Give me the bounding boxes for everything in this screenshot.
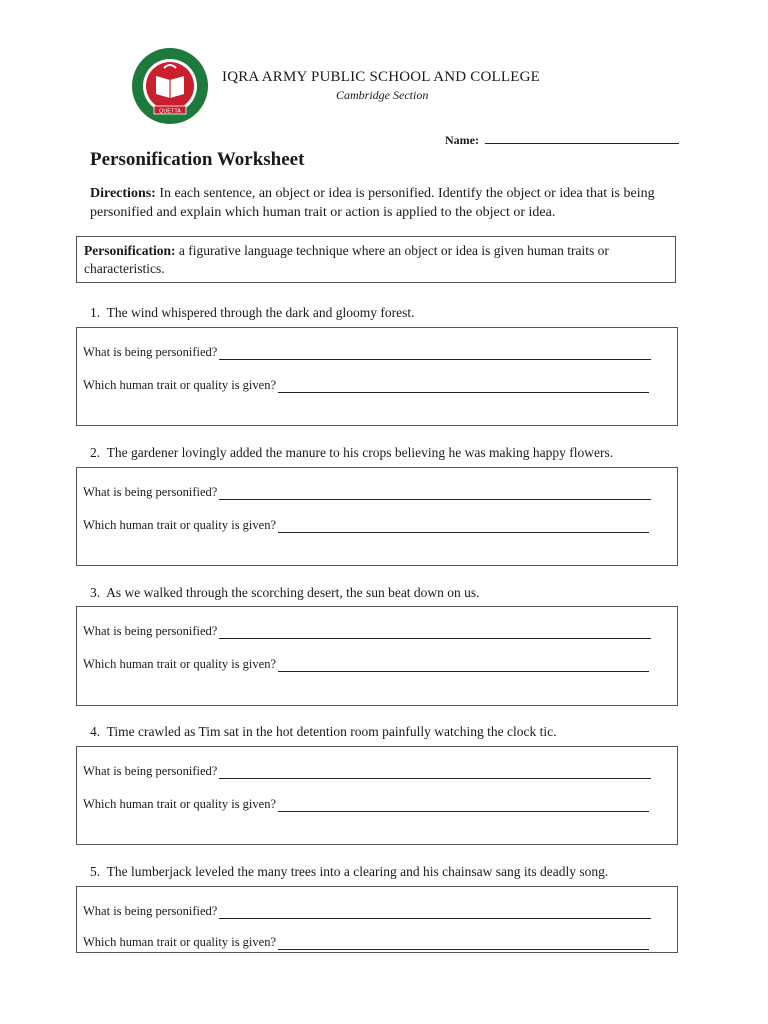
question-5: 5. The lumberjack leveled the many trees into a clearing and his chainsaw sang its deadly song. <box>90 864 609 879</box>
answer-blank[interactable] <box>278 659 649 672</box>
answer-blank[interactable] <box>278 380 649 393</box>
answer-row-personified: What is being personified? <box>83 904 651 919</box>
directions <box>90 184 680 222</box>
name-field <box>445 132 679 148</box>
question-2: 2. The gardener lovingly added the manure to his crops believing he was making happy flowers. <box>90 445 614 460</box>
answer-row-trait: Which human trait or quality is given? <box>83 657 649 672</box>
logo-emblem-text: QUETTA <box>159 108 181 115</box>
name-label: Name: <box>445 133 479 147</box>
answer-row-trait: Which human trait or quality is given? <box>83 518 649 533</box>
definition-box <box>76 236 676 283</box>
school-logo <box>128 46 212 128</box>
answer-row-trait: Which human trait or quality is given? <box>83 935 649 950</box>
answer-blank[interactable] <box>219 626 651 639</box>
question-4: 4. Time crawled as Tim sat in the hot detention room painfully watching the clock tic. <box>90 724 557 739</box>
school-name: IQRA ARMY PUBLIC SCHOOL AND COLLEGE <box>222 69 540 85</box>
question-3: 3. As we walked through the scorching desert, the sun beat down on us. <box>90 585 480 600</box>
definition-label: Personification: <box>84 243 176 258</box>
question-1: 1. The wind whispered through the dark and gloomy forest. <box>90 305 415 320</box>
answer-blank[interactable] <box>278 799 649 812</box>
answer-box-1 <box>76 327 678 426</box>
definition-text: a figurative language technique where an object or idea is given human traits or characteristics. <box>84 243 609 276</box>
answer-row-personified: What is being personified? <box>83 485 651 500</box>
answer-box-2 <box>76 467 678 566</box>
directions-text: In each sentence, an object or idea is personified. Identify the object or idea that is being personified and explain which human trait or action is applied to the object or idea. <box>90 186 655 220</box>
worksheet-title: Personification Worksheet <box>90 149 305 170</box>
answer-row-trait: Which human trait or quality is given? <box>83 797 649 812</box>
answer-row-personified: What is being personified? <box>83 624 651 639</box>
name-blank-line[interactable] <box>485 132 679 144</box>
answer-row-trait: Which human trait or quality is given? <box>83 378 649 393</box>
answer-blank[interactable] <box>219 906 651 919</box>
answer-box-4 <box>76 746 678 845</box>
answer-blank[interactable] <box>219 347 651 360</box>
directions-label: Directions: <box>90 186 156 201</box>
answer-blank[interactable] <box>219 766 651 779</box>
answer-blank[interactable] <box>219 487 651 500</box>
answer-row-personified: What is being personified? <box>83 345 651 360</box>
answer-row-personified: What is being personified? <box>83 764 651 779</box>
answer-blank[interactable] <box>278 937 649 950</box>
answer-box-5 <box>76 886 678 953</box>
answer-box-3 <box>76 606 678 706</box>
answer-blank[interactable] <box>278 520 649 533</box>
section-name: Cambridge Section <box>336 88 429 102</box>
